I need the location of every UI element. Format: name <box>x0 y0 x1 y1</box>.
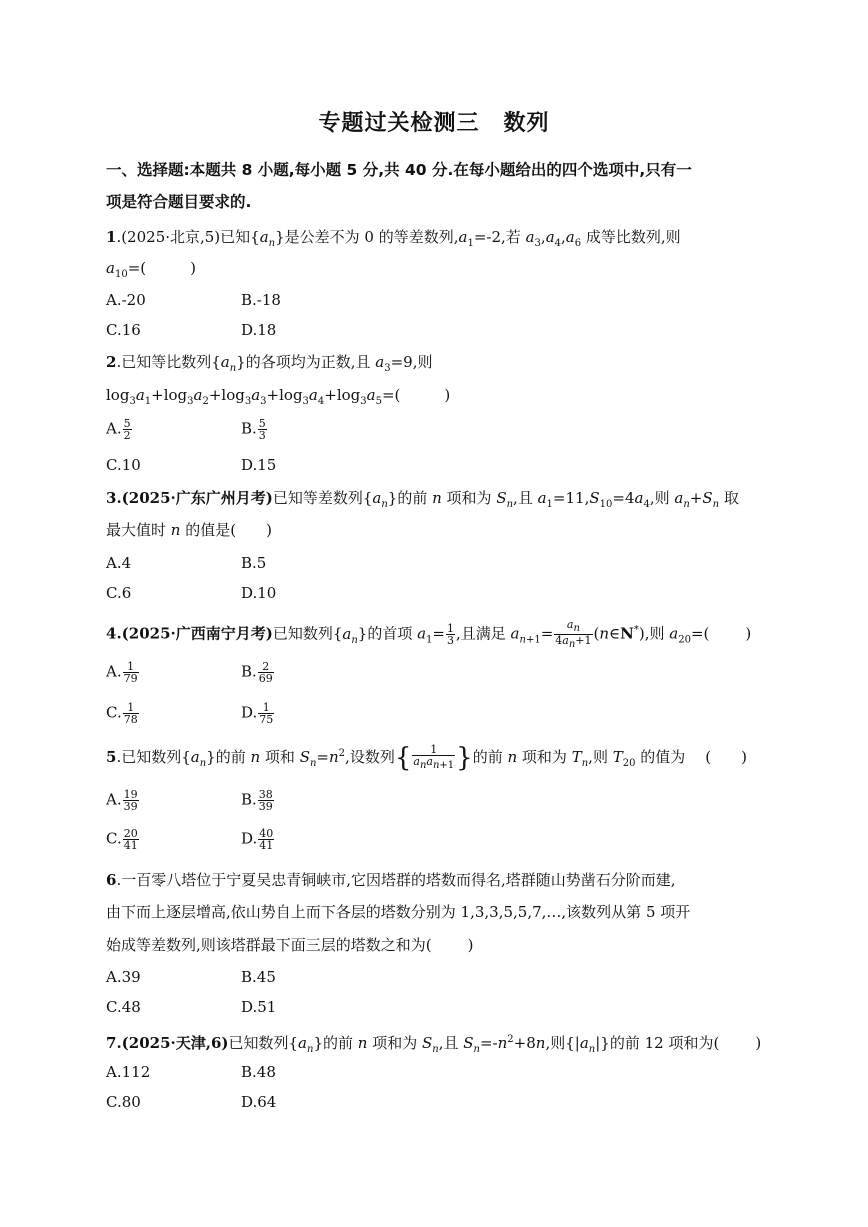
question-3: 3.(2025·广东广州月考)已知等差数列$\{a_n\}$的前 n 项和为 $S_n$,且 $a_1=11,S_{10}=4a_4$,则 $a_n+S_n$ 取 <box>106 489 739 510</box>
q7-option-c[interactable]: C.80 <box>106 1093 141 1111</box>
section-heading-line2: 项是符合题目要求的. <box>106 193 252 211</box>
q2-option-c[interactable]: C.10 <box>106 456 141 474</box>
q7-option-a[interactable]: A.112 <box>106 1063 151 1081</box>
q3-option-d[interactable]: D.10 <box>241 584 277 602</box>
question-source: .(2025·广东广州月考) <box>116 489 273 507</box>
question-1-line2: $a_{10}=$( ) <box>106 259 196 280</box>
q2-option-d[interactable]: D.15 <box>241 456 277 474</box>
q5-option-d[interactable]: D. $\frac{40}{41}$ <box>241 827 274 852</box>
question-source: .(2025·天津,6) <box>116 1034 229 1052</box>
question-number: 3 <box>106 489 117 507</box>
page-title <box>0 106 868 137</box>
question-1: 1.(2025·北京,5)已知$\{a_n\}$是公差不为 0 的等差数列$,a_1=-2$,若 $a_3,a_4,a_6$ 成等比数列,则 <box>106 228 681 249</box>
question-number: 6 <box>106 871 117 889</box>
q3-option-c[interactable]: C.6 <box>106 584 132 602</box>
q2-option-b[interactable]: B. $\frac{5}{3}$ <box>241 417 266 442</box>
question-number: 2 <box>106 353 117 371</box>
q6-option-b[interactable]: B.45 <box>241 968 276 986</box>
q7-option-d[interactable]: D.64 <box>241 1093 277 1111</box>
q5-option-b[interactable]: B. $\frac{38}{39}$ <box>241 788 273 813</box>
question-source: .(2025·广西南宁月考) <box>116 624 273 643</box>
question-6-line2: 由下而上逐层增高,依山势自上而下各层的塔数分别为 1,3,3,5,5,7,…,该数列从第 5 项开 <box>106 903 691 921</box>
question-number: 1 <box>106 228 117 246</box>
q4-option-c[interactable]: C. $\frac{1}{78}$ <box>106 701 138 726</box>
q3-option-b[interactable]: B.5 <box>241 554 267 572</box>
q6-option-c[interactable]: C.48 <box>106 998 141 1016</box>
q4-option-a[interactable]: A. $\frac{1}{79}$ <box>106 660 138 685</box>
title-main: 专题过关检测三 <box>318 111 480 136</box>
question-6: 6.一百零八塔位于宁夏吴忠青铜峡市,它因塔群的塔数而得名,塔群随山势凿石分阶而建, <box>106 871 676 889</box>
q4-option-b[interactable]: B. $\frac{2}{69}$ <box>241 660 273 685</box>
question-2: 2.已知等比数列$\{a_n\}$的各项均为正数,且 $a_3=9$,则 <box>106 353 433 374</box>
section-heading-line1: 一、选择题:本题共 8 小题,每小题 5 分,共 40 分.在每小题给出的四个选项中,只有一 <box>106 161 692 179</box>
question-number: 4 <box>106 624 117 643</box>
question-5: 5.已知数列$\{a_n\}$的前 n 项和 $S_n=n^2$,设数列{ $\frac{1}{a_na_{n+1}}$ }的前 n 项和为 $T_n$,则 $T_{20}$ 的值为 ( ) <box>106 743 747 773</box>
q4-option-d[interactable]: D. $\frac{1}{75}$ <box>241 701 274 726</box>
question-6-line3: 始成等差数列,则该塔群最下面三层的塔数之和为( ) <box>106 936 474 954</box>
fraction: $\frac{5}{2}$ <box>123 417 131 442</box>
q2-option-a[interactable]: A. $\frac{5}{2}$ <box>106 417 131 442</box>
question-source: .(2025·北京,5) <box>116 228 221 246</box>
q6-option-d[interactable]: D.51 <box>241 998 277 1016</box>
question-2-line2: $\log_3a_1+\log_3a_2+\log_3a_3+\log_3a_4+\log_3a_5=$( ) <box>106 386 451 407</box>
fraction: $\frac{5}{3}$ <box>258 417 266 442</box>
question-4: 4.(2025·广西南宁月考)已知数列$\{a_n\}$的首项 $a_1=$ $\frac{1}{3}$ ,且满足 $a_{n+1}=$ $\frac{a_n}{4a_n+1}$ (n∈N*),则 $a_{20}=$( ) <box>106 618 752 651</box>
q3-option-a[interactable]: A.4 <box>106 554 132 572</box>
q5-option-a[interactable]: A. $\frac{19}{39}$ <box>106 788 138 813</box>
q1-option-b[interactable]: B.-18 <box>241 291 281 309</box>
q5-option-c[interactable]: C. $\frac{20}{41}$ <box>106 827 138 852</box>
question-number: 5 <box>106 748 117 766</box>
question-3-line2: 最大值时 n 的值是( ) <box>106 521 272 539</box>
q1-option-d[interactable]: D.18 <box>241 321 277 339</box>
q7-option-b[interactable]: B.48 <box>241 1063 276 1081</box>
q1-option-c[interactable]: C.16 <box>106 321 141 339</box>
question-number: 7 <box>106 1034 117 1052</box>
q1-option-a[interactable]: A.-20 <box>106 291 146 309</box>
question-7: 7.(2025·天津,6)已知数列$\{a_n\}$的前 n 项和为 $S_n$,且 $S_n=-n^2+8n$,则$\{|a_n|\}$的前 12 项和为( ) <box>106 1034 762 1055</box>
q6-option-a[interactable]: A.39 <box>106 968 141 986</box>
title-topic: 数列 <box>503 111 550 136</box>
